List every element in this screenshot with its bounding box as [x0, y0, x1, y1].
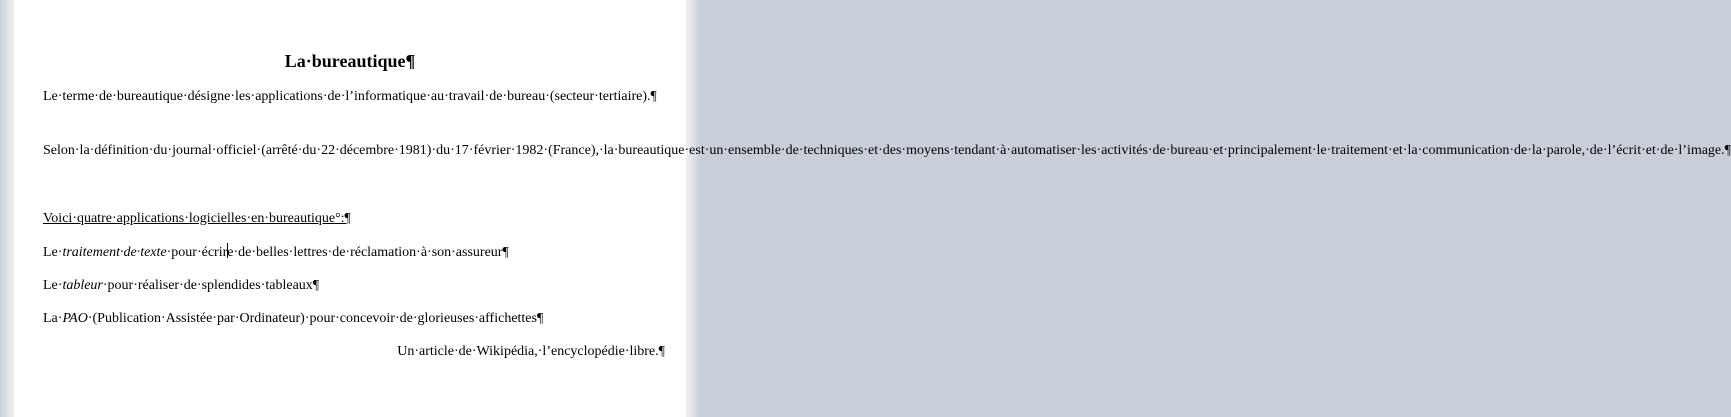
paragraph-definition[interactable]: Selon·la·définition·du·journal·officiel·(arrêté·du·22·décembre·1981)·du·17·février·1982·(France),·la·bureautique·est·un·ensemble·de·techniques·et·des·moyens·tendant·à·automatiser·les·activités·de·bureau·et·principalement·le·traitement·et·la·communication·de·la·parole,·de·l’écrit·et·de·l’image.¶	[43, 143, 1731, 158]
paragraph-spreadsheet[interactable]	[43, 275, 665, 297]
paragraph-dtp[interactable]	[43, 308, 665, 330]
text-prefix: Le·	[43, 245, 63, 260]
text-suffix: ·pour·réaliser·de·splendides·tableaux¶	[102, 278, 320, 293]
text-prefix: Le·	[43, 278, 63, 293]
emphasis-text: traitement·de·texte	[62, 245, 167, 260]
text-suffix: ·(Publication·Assistée·par·Ordinateur)·pour·concevoir·de·glorieuses·affichettes¶	[87, 311, 544, 326]
list-heading-text: Voici·quatre·applications·logicielles·en·bureautique°:¶	[43, 211, 351, 226]
paragraph-list-heading[interactable]	[43, 208, 665, 230]
paragraph-intro[interactable]: Le·terme·de·bureautique·désigne·les·applications·de·l’informatique·au·travail·de·bureau·(secteur·tertiaire).¶	[43, 89, 657, 104]
text-suffix: e·de·belles·lettres·de·réclamation·à·son·assureur¶	[227, 245, 509, 260]
document-title[interactable]: La·bureautique¶	[284, 51, 416, 71]
text-middle: ·pour·écrir	[166, 245, 228, 260]
text-prefix: La·	[43, 311, 63, 326]
emphasis-text: PAO	[62, 311, 88, 326]
emphasis-text: tableur	[62, 278, 103, 293]
paragraph-word-processing[interactable]	[43, 242, 665, 264]
paragraph-attribution[interactable]: Un·article·de·Wikipédia,·l’encyclopédie·libre.¶	[397, 344, 665, 359]
document-page[interactable]	[14, 0, 1731, 417]
